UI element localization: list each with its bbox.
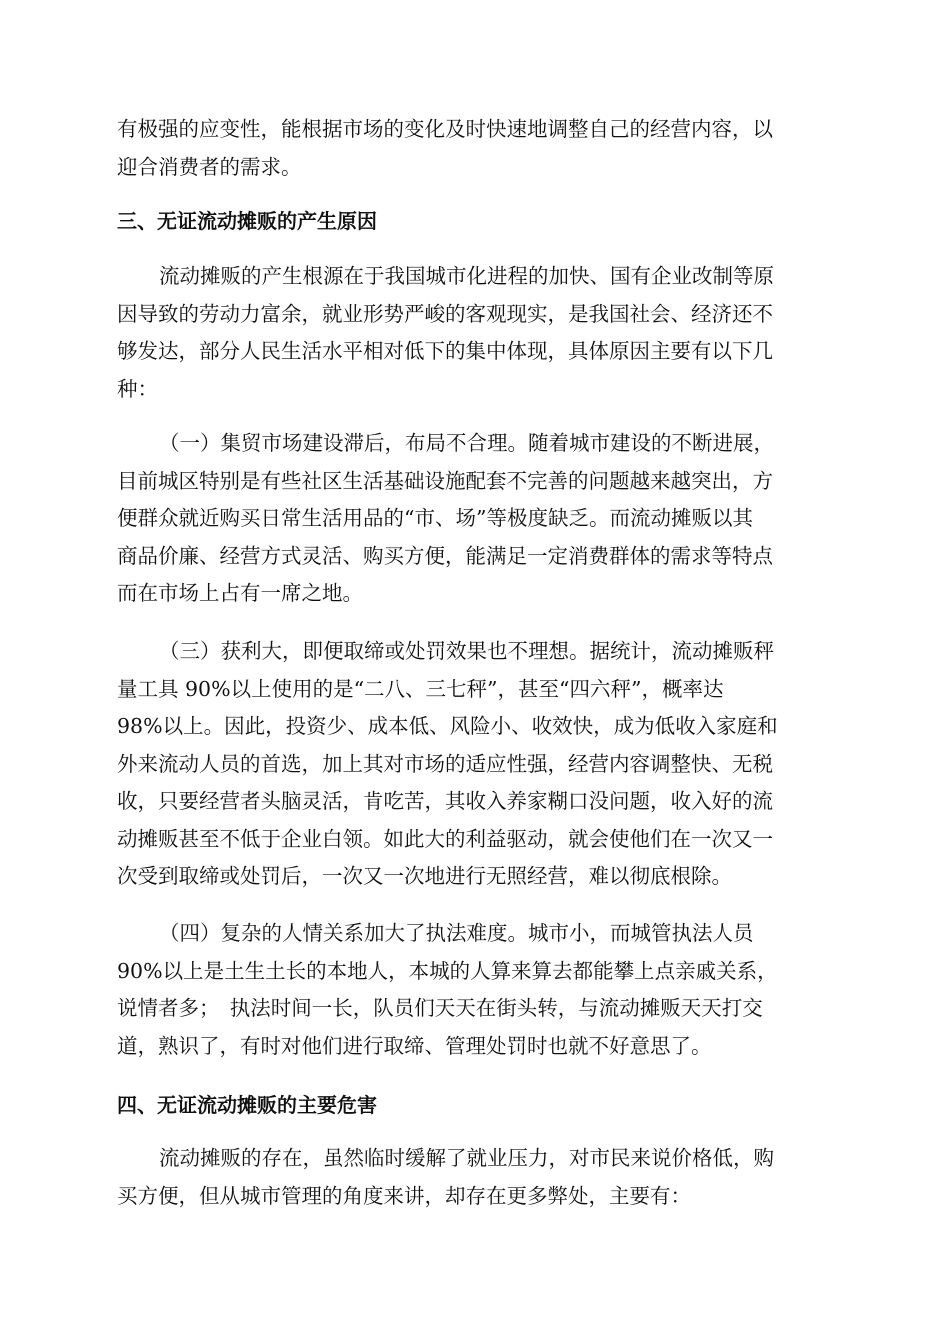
text-line: 90%以上是土生土长的本地人，本城的人算来算去都能攀上点亲戚关系， bbox=[117, 958, 778, 983]
text-line: 说情者多； 执法时间一长，队员们天天在街头转，与流动摊贩天天打交 bbox=[117, 996, 763, 1020]
text-line: 商品价廉、经营方式灵活、购买方便，能满足一定消费群体的需求等特点 bbox=[117, 543, 773, 568]
text-line: 道，熟识了，有时对他们进行取缔、管理处罚时也就不好意思了。 bbox=[117, 1033, 712, 1058]
paragraph-cause-4 bbox=[117, 915, 833, 1065]
text-line: 够发达，部分人民生活水平相对低下的集中体现，具体原因主要有以下几 bbox=[117, 339, 773, 363]
heading-text: 四、无证流动摊贩的主要危害 bbox=[117, 1093, 377, 1117]
text-line: 动摊贩甚至不低于企业白领。如此大的利益驱动，就会使他们在一次又一 bbox=[117, 826, 773, 851]
text-line: 买方便，但从城市管理的角度来讲，却存在更多弊处，主要有： bbox=[117, 1183, 691, 1208]
text-line: 外来流动人员的首选，加上其对市场的适应性强，经营内容调整快、无税 bbox=[117, 751, 773, 776]
section-heading-3 bbox=[117, 203, 833, 241]
text-line: 量工具 90%以上使用的是“二八、三七秤”，甚至“四六秤”，概率达 bbox=[117, 676, 724, 701]
paragraph-cause-1 bbox=[117, 425, 833, 613]
text-line: （四）复杂的人情关系加大了执法难度。城市小，而城管执法人员 bbox=[159, 921, 754, 945]
text-line: 98%以上。因此，投资少、成本低、风险小、收效快，成为低收入家庭和 bbox=[117, 714, 778, 738]
text-line: 流动摊贩的产生根源在于我国城市化进程的加快、国有企业改制等原 bbox=[159, 264, 774, 288]
text-line: 而在市场上占有一席之地。 bbox=[117, 581, 363, 605]
text-line: 有极强的应变性，能根据市场的变化及时快速地调整自己的经营内容，以 bbox=[117, 117, 773, 141]
text-line: （一）集贸市场建设滞后，布局不合理。随着城市建设的不断进展， bbox=[159, 431, 774, 455]
text-line: 次受到取缔或处罚后，一次又一次地进行无照经营，难以彻底根除。 bbox=[117, 864, 732, 888]
paragraph-causes-intro bbox=[117, 258, 833, 408]
text-line: 迎合消费者的需求。 bbox=[117, 154, 302, 179]
text-line: 流动摊贩的存在，虽然临时缓解了就业压力，对市民来说价格低，购 bbox=[159, 1146, 774, 1170]
section-heading-4 bbox=[117, 1087, 833, 1125]
paragraph-cause-3 bbox=[117, 633, 833, 896]
text-line: 收，只要经营者头脑灵活，肯吃苦，其收入养家糊口没问题，收入好的流 bbox=[117, 789, 773, 813]
text-line: 目前城区特别是有些社区生活基础设施配套不完善的问题越来越突出，方 bbox=[117, 468, 773, 493]
paragraph-intro-continuation bbox=[117, 111, 833, 186]
text-line: 种： bbox=[117, 376, 158, 401]
text-line: （三）获利大，即便取缔或处罚效果也不理想。据统计，流动摊贩秤 bbox=[159, 639, 774, 663]
paragraph-harms-intro bbox=[117, 1140, 833, 1215]
heading-text: 三、无证流动摊贩的产生原因 bbox=[117, 209, 377, 233]
text-line: 便群众就近购买日常生活用品的“市、场”等极度缺乏。而流动摊贩以其 bbox=[117, 506, 753, 530]
text-line: 因导致的劳动力富余，就业形势严峻的客观现实，是我国社会、经济还不 bbox=[117, 301, 773, 326]
